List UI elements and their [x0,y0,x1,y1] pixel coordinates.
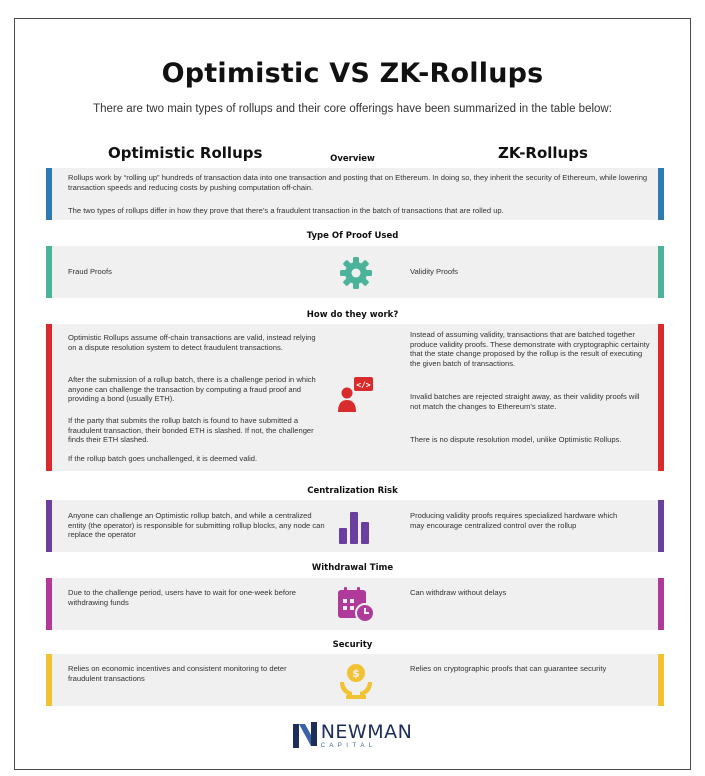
overview-bar-right [658,168,664,220]
withdrawal-right-text: Can withdraw without delays [410,588,507,597]
withdrawal-bar-left [46,578,52,630]
how-left-p1: Optimistic Rollups assume off-chain transactions are valid, instead relying on a dispute resolution system to detect fraudulent transactions. [68,333,316,352]
section-label-how: How do they work? [306,310,399,320]
centralization-band [46,500,664,552]
withdrawal-band [46,578,664,630]
how-bar-right [658,324,664,471]
how-left-p2: After the submission of a rollup batch, there is a challenge period in which anyone can challenge the transaction by computing a fraud proof and providing a bond (usually ETH). [68,375,316,404]
logo-name: NEWMAN [320,721,413,743]
overview-bar-left [46,168,52,220]
proof-right-text: Validity Proofs [410,267,458,276]
calendar-clock-icon [336,586,376,624]
how-bar-left [46,324,52,471]
how-right-p2: Invalid batches are rejected straight away, as their validity proofs will not match the changes to Ethereum’s state. [410,392,640,411]
security-bar-left [46,654,52,706]
centralization-left-text: Anyone can challenge an Optimistic rollup batch, and while a centralized entity (the operator) is responsible for submitting rollup blocks, any node can replace the operator [68,511,325,540]
section-label-overview: Overview [330,154,375,164]
overview-text-1: Rollups work by “rolling up” hundreds of transaction data into one transaction and posting that on Ethereum. In doing so, they inherit the security of Ethereum, while lowering transaction speeds and reducing costs by pushing computation off-chain. [68,173,648,192]
proof-bar-right [658,246,664,298]
column-header-zk: ZK-Rollups [498,144,588,162]
svg-text:</>: </> [356,380,371,390]
centralization-right-text: Producing validity proofs requires specialized hardware which may encourage centralized control over the rollup [410,511,618,530]
security-right-text: Relies on cryptographic proofs that can guarantee security [410,664,607,673]
section-label-proof: Type Of Proof Used [306,231,399,241]
proof-band [46,246,664,298]
newman-capital-logo [0,722,705,756]
how-right-p3: There is no dispute resolution model, unlike Optimistic Rollups. [410,435,622,444]
proof-bar-left [46,246,52,298]
security-left-text: Relies on economic incentives and consistent monitoring to deter fraudulent transactions [68,664,287,683]
security-bar-right [658,654,664,706]
how-right-p1: Instead of assuming validity, transactions that are batched together produce validity proofs. These demonstrate with cryptographic certainty that the state change proposed by the rollup is the result of executing the given batch of transactions. [410,330,650,368]
page-title: Optimistic VS ZK-Rollups [161,58,544,89]
security-band [46,654,664,706]
money-hands-icon [338,662,374,700]
column-header-optimistic: Optimistic Rollups [108,144,263,162]
bar-chart-icon [338,510,374,544]
withdrawal-left-text: Due to the challenge period, users have to wait for one-week before withdrawing funds [68,588,296,607]
withdrawal-bar-right [658,578,664,630]
how-left-p3: If the party that submits the rollup batch is found to have submitted a fraudulent transaction, their bonded ETH is slashed. If not, the challenger finds their ETH slashed. [68,416,314,445]
centralization-bar-left [46,500,52,552]
newman-logo-mark-icon [293,722,317,748]
overview-text-2: The two types of rollups differ in how they prove that there’s a fraudulent transaction in the batch of transactions that are rolled up. [68,206,504,215]
proof-left-text: Fraud Proofs [68,267,112,276]
developer-code-icon [336,374,376,414]
overview-band [46,168,664,220]
section-label-withdrawal: Withdrawal Time [311,563,394,573]
section-label-security: Security [332,640,373,650]
page-subtitle: There are two main types of rollups and their core offerings have been summarized in the table below: [93,103,612,115]
gear-icon [339,256,373,290]
logo-sub: C A P I T A L [320,743,374,749]
how-left-p4: If the rollup batch goes unchallenged, it is deemed valid. [68,454,258,463]
section-label-centralization: Centralization Risk [307,486,398,496]
centralization-bar-right [658,500,664,552]
svg-text:$: $ [352,667,360,680]
how-band [46,324,664,471]
